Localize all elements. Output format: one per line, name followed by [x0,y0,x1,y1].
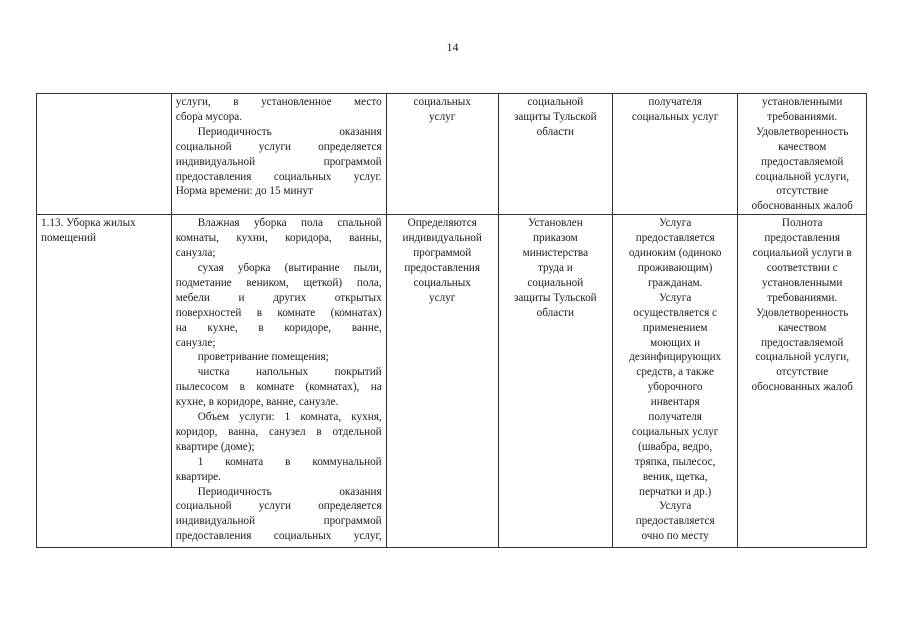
text-line: области [536,306,575,319]
text-line: чистка напольных покрытий [197,366,382,379]
text-line: квартире (доме); [175,440,255,453]
text-line: получателя [648,96,702,108]
text-line: предоставляется [635,515,715,528]
page-number: 14 [446,40,459,54]
text-line: квартире. [175,470,221,483]
text-line: 1 комната в коммунальной [197,455,382,468]
tariff-cell [498,94,612,215]
text-line: коридор, ванна, санузел в отдельной [175,425,382,438]
text-line: предоставляемой [760,155,844,168]
text-line: индивидуальной [402,232,482,245]
text-line: Услуга [659,500,692,513]
text-line: социальной услуги определяется [175,140,382,153]
text-line: защиты Тульской [514,110,597,123]
text-line: проветривание помещения; [197,351,329,364]
text-line: получателя [648,411,702,424]
text-line: социальной услуги в [752,247,852,260]
text-line: социальной [527,276,584,289]
text-line: тряпка, пылесос, [634,455,716,468]
text-line: комнаты, кухни, коридора, ванны, [175,232,382,245]
text-line: Периодичность оказания [197,485,382,498]
service-name-cell [37,215,172,548]
text-line: осуществляется с [633,306,718,319]
text-line: предоставляется [635,232,715,245]
text-line: обоснованных жалоб [751,200,853,213]
service-name-cell [37,94,172,215]
text-line: очно по месту [641,530,709,543]
text-line: (швабра, ведро, [638,440,713,453]
text-line: индивидуальной программой [175,515,382,528]
text-line: министерства [522,247,589,260]
text-line: Установлен [527,217,583,230]
text-line: Удовлетворенность [756,306,849,319]
text-line: подметание веником, щеткой) пола, [175,276,382,289]
conditions-cell [612,94,737,215]
text-line: дезинфицирующих [629,351,722,364]
quality-cell [738,215,867,548]
text-line: предоставления социальных услуг, [175,530,382,543]
text-line: социальной услуги, [755,170,850,183]
text-line: сбора мусора. [175,110,243,123]
text-line: установленными [762,276,843,289]
text-line: установленными [762,96,843,108]
text-line: санузле; [175,336,216,349]
quality-cell [738,94,867,215]
text-line: услуги, в установленное место [175,96,382,108]
text-line: защиты Тульской [514,291,597,304]
text-line: обоснованных жалоб [751,381,853,394]
text-line: Услуга [659,217,692,230]
text-line: Определяются [407,217,477,230]
text-line: предоставления [764,232,841,245]
text-line: предоставления социальных услуг. [175,170,382,183]
text-line: моющих и [650,336,701,349]
deadline-cell [386,94,498,215]
services-table [36,93,867,548]
text-line: мебели и других открытых [175,291,382,304]
text-line: программой [413,247,472,260]
text-line: Влажная уборка пола спальной [197,217,382,230]
text-line: уборочного [647,381,703,394]
text-line: предоставления [404,261,481,274]
text-line: отсутствие [776,185,829,198]
text-line: труда и [537,261,573,274]
text-line: требованиями. [767,110,838,123]
text-line: гражданам. [647,276,703,289]
text-line: услуг [429,110,456,123]
text-line: социальной услуги определяется [175,500,382,513]
text-line: социальной [527,96,584,108]
text-line: кухне, в коридоре, ванне, санузле. [175,396,339,409]
text-line: Полнота [781,217,823,230]
text-line: социальной услуги, [755,351,850,364]
text-line: Услуга [659,291,692,304]
service-description-cell [171,94,386,215]
text-line: Удовлетворенность [756,125,849,138]
text-line: социальных услуг [631,110,719,123]
text-line: соответствии с [766,261,838,274]
table-row [37,215,867,548]
text-line: качеством [778,321,827,334]
text-line: Норма времени: до 15 минут [175,185,313,198]
text-line: инвентаря [650,396,700,409]
text-line: Объем услуги: 1 комната, кухня, [197,411,382,424]
text-line: требованиями. [767,291,838,304]
text-line: пылесосом в комнате (комнатах), на [175,381,382,394]
text-line: веник, щетка, [642,470,708,483]
text-line: социальных услуг [631,425,719,438]
text-line: на кухне, в коридоре, ванне, [175,321,382,334]
conditions-cell [612,215,737,548]
text-line: поверхностей в комнате (комнатах) [175,306,382,319]
text-line: проживающим) [637,261,713,274]
text-line: средств, а также [636,366,714,379]
text-line: приказом [533,232,578,245]
text-line: социальных [413,96,471,108]
text-line: Периодичность оказания [197,125,382,138]
text-line: сухая уборка (вытирание пыли, [197,261,382,274]
service-description-cell [171,215,386,548]
tariff-cell [498,215,612,548]
text-line: услуг [429,291,456,304]
text-line: индивидуальной программой [175,155,382,168]
deadline-cell [386,215,498,548]
text-line: качеством [778,140,827,153]
text-line: 1.13. Уборка жилых [41,217,136,230]
text-line: санузла; [175,247,216,260]
text-line: применением [642,321,708,334]
text-line: перчатки и др.) [639,485,712,498]
text-line: области [536,125,575,138]
text-line: отсутствие [776,366,829,379]
table-row [37,94,867,215]
text-line: помещений [41,232,96,245]
text-line: одиноким (одиноко [628,247,722,260]
text-line: предоставляемой [760,336,844,349]
text-line: социальных [413,276,471,289]
